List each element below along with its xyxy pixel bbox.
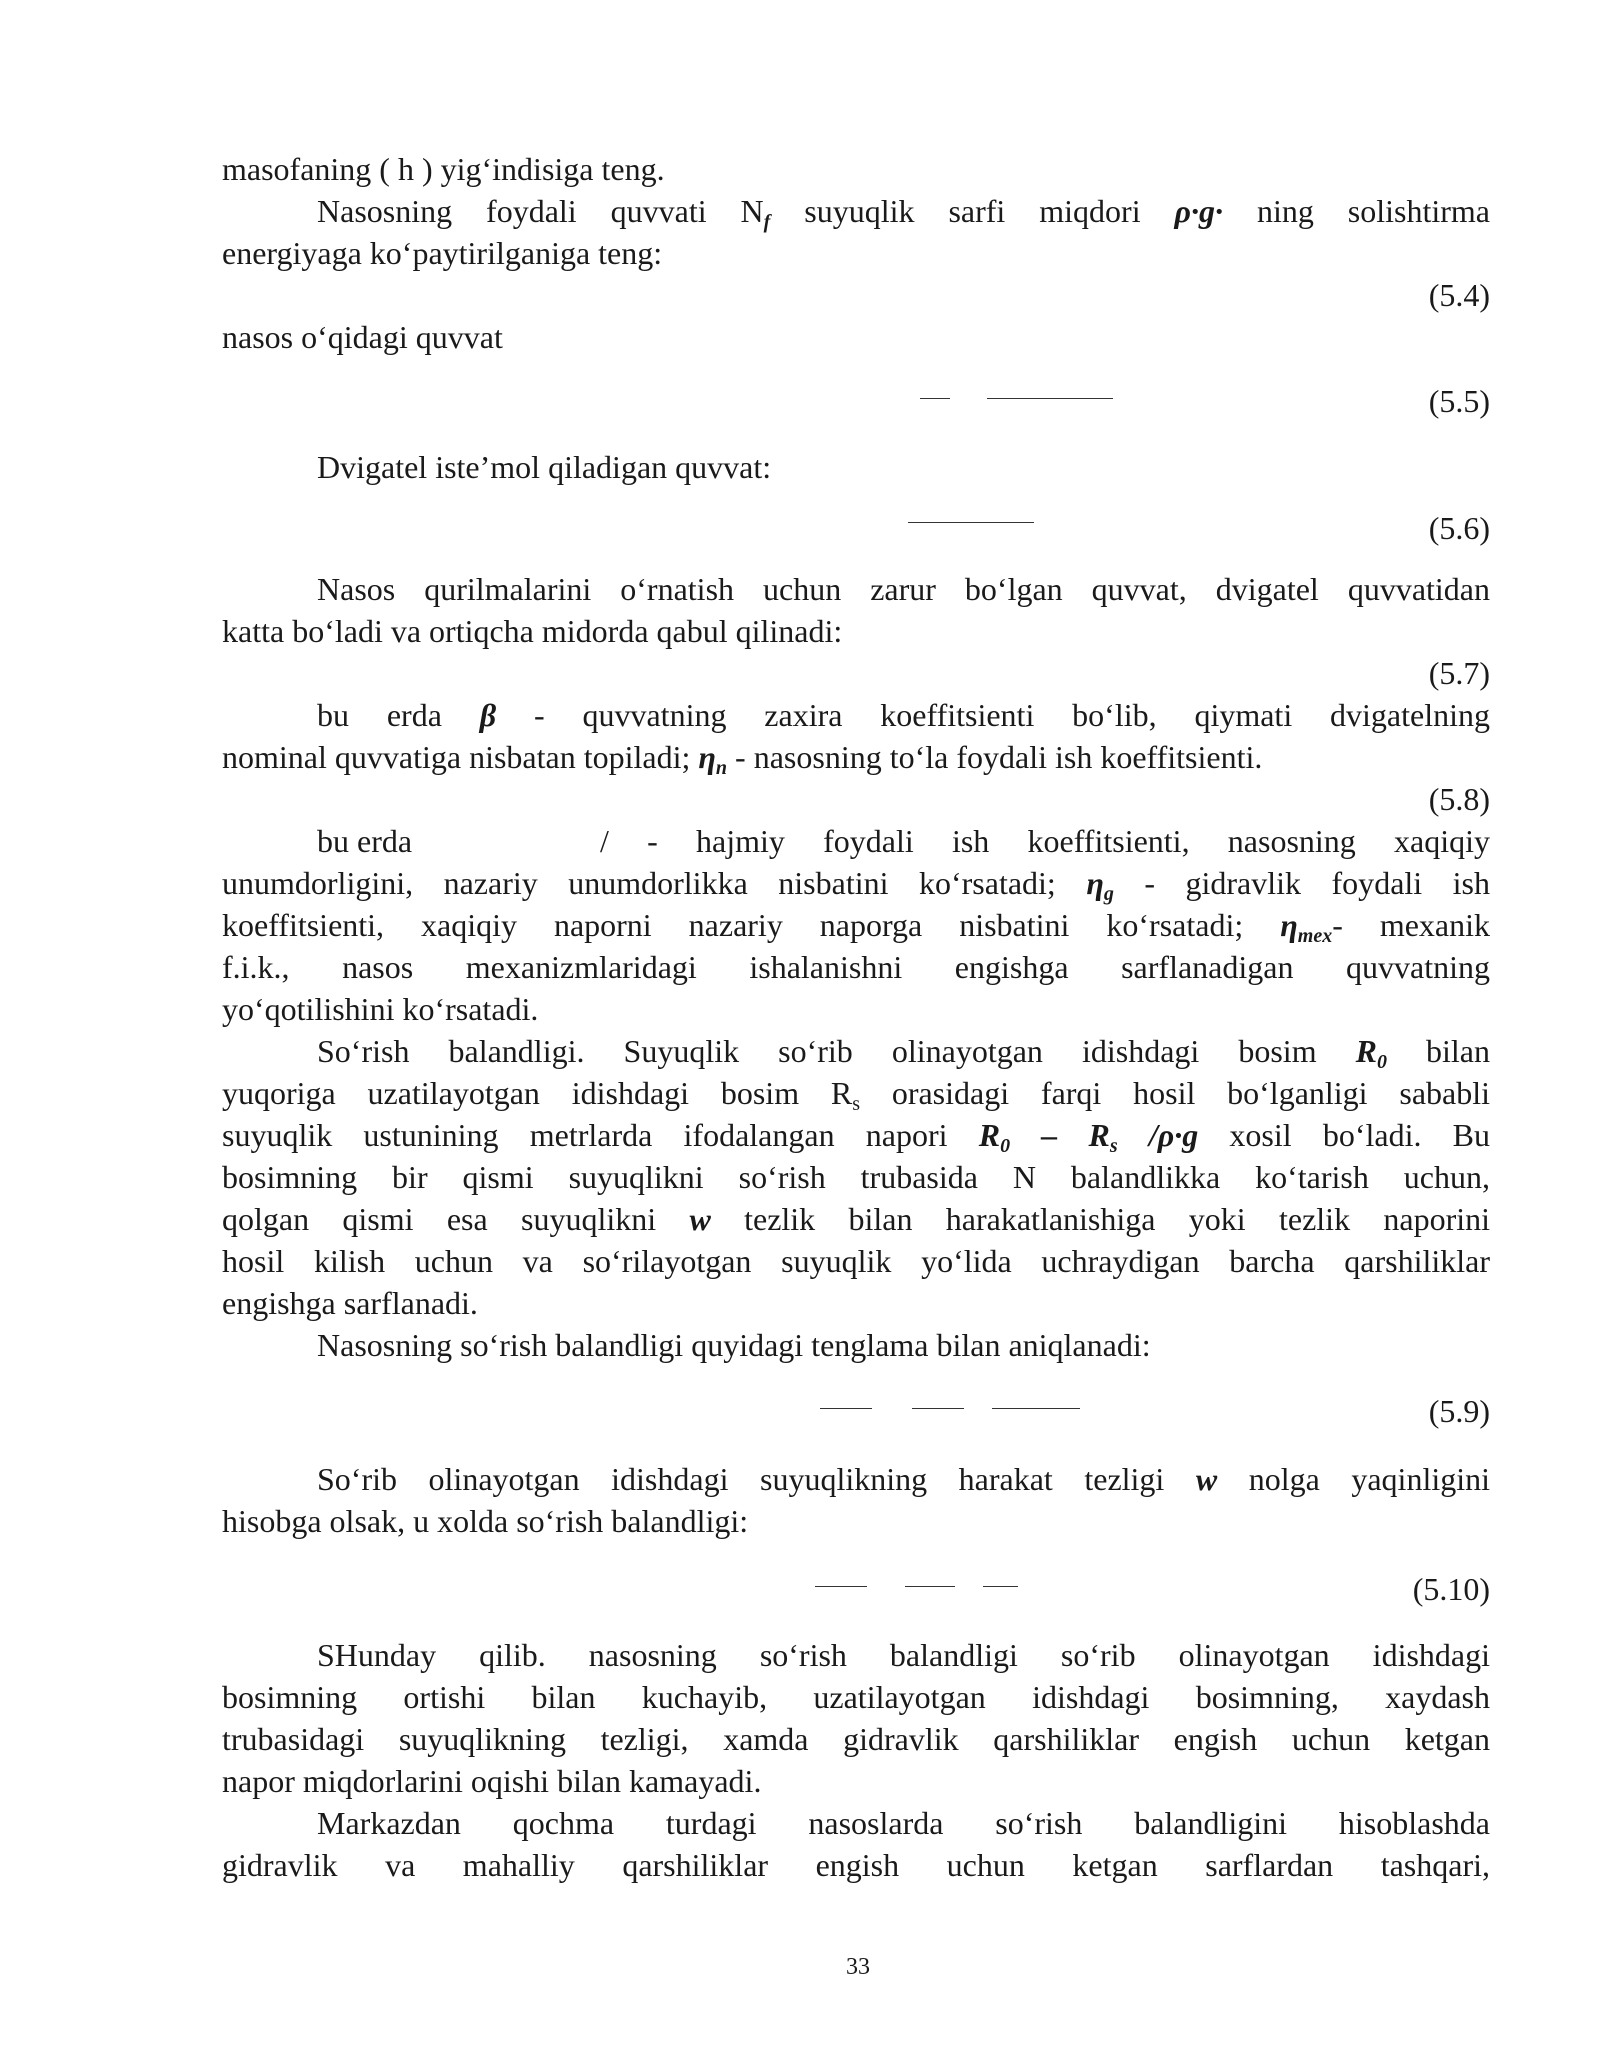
text-line: Nasos qurilmalarini o‘rnatish uchun zarur bo‘lgan quvvat, dvigatel quvvatidan	[317, 571, 1490, 607]
fraction-bar	[815, 1586, 867, 1587]
text-line: bu erda	[317, 823, 413, 859]
text-line: hosil kilish uchun va so‘rilayotgan suyuqlik yo‘lida uchraydigan barcha qarshiliklar	[222, 1243, 1490, 1279]
text-line: yo‘qotilishini ko‘rsatadi.	[222, 991, 539, 1027]
equation-number: (5.7)	[1428, 655, 1490, 691]
text-line: trubasidagi suyuqlikning tezligi, xamda gidravlik qarshiliklar engish uchun ketgan	[222, 1721, 1490, 1757]
equation-number: (5.6)	[1428, 510, 1490, 546]
text-line: bu erda β - quvvatning zaxira koeffitsienti bo‘lib, qiymati dvigatelning	[317, 697, 1491, 733]
fraction-bar	[820, 1408, 872, 1409]
equation-number: (5.4)	[1428, 277, 1490, 313]
text-line: So‘rish balandligi. Suyuqlik so‘rib olinayotgan idishdagi bosim $R_0$ bilan	[317, 1033, 1490, 1073]
text-line: napor miqdorlarini oqishi bilan kamayadi.	[222, 1763, 762, 1799]
text-line: Nasosning so‘rish balandligi quyidagi tenglama bilan aniqlanadi:	[317, 1327, 1151, 1363]
text-line: masofaning ( h ) yig‘indisiga teng.	[222, 151, 665, 187]
text-line: katta bo‘ladi va ortiqcha midorda qabul qilinadi:	[222, 613, 843, 649]
equation-number: (5.9)	[1428, 1393, 1490, 1429]
text-line: So‘rib olinayotgan idishdagi suyuqlikning harakat tezligi w nolga yaqinligini	[317, 1461, 1490, 1497]
text-line: Markazdan qochma turdagi nasoslarda so‘rish balandligini hisoblashda	[317, 1805, 1490, 1841]
text-line: koeffitsienti, xaqiqiy naporni nazariy naporga nisbatini ko‘rsatadi; $\eta_{mex}-$ mexanik	[222, 907, 1491, 947]
text-line: yuqoriga uzatilayotgan idishdagi bosim $R_s$ orasidagi farqi hosil bo‘lganligi sababli	[222, 1075, 1490, 1115]
text-line: Nasosning foydali quvvati $N_f$ suyuqlik sarfi miqdori ρ·g· ning solishtirma	[317, 193, 1491, 233]
text-line: nasos o‘qidagi quvvat	[222, 319, 503, 355]
text-line: hisobga olsak, u xolda so‘rish balandligi:	[222, 1503, 749, 1539]
text-line: Dvigatel iste’mol qiladigan quvvat:	[317, 449, 772, 485]
fraction-bar	[983, 1586, 1018, 1587]
fraction-bar	[920, 398, 950, 399]
equation-number: (5.8)	[1428, 781, 1490, 817]
text-line: bosimning ortishi bilan kuchayib, uzatilayotgan idishdagi bosimning, xaydash	[222, 1679, 1490, 1715]
fraction-bar	[992, 1408, 1080, 1409]
text-line: energiyaga ko‘paytirilganiga teng:	[222, 235, 663, 271]
text-line: engishga sarflanadi.	[222, 1285, 478, 1321]
text-line: unumdorligini, nazariy unumdorlikka nisbatini ko‘rsatadi; $\eta_g$ - gidravlik foydali ish	[222, 865, 1491, 905]
text-line: SHunday qilib. nasosning so‘rish balandligi so‘rib olinayotgan idishdagi	[317, 1637, 1490, 1673]
text-line: nominal quvvatiga nisbatan topiladi; $\eta_n$ - nasosning to‘la foydali ish koeffitsienti.	[222, 739, 1263, 779]
fraction-bar	[908, 522, 1034, 523]
page-number: 33	[846, 1954, 870, 1980]
fraction-bar	[905, 1586, 955, 1587]
text-line: bosimning bir qismi suyuqlikni so‘rish trubasida N balandlikka ko‘tarish uchun,	[222, 1159, 1490, 1195]
fraction-bar	[912, 1408, 964, 1409]
equation-number: (5.10)	[1412, 1571, 1490, 1607]
text-line: / - hajmiy foydali ish koeffitsienti, nasosning xaqiqiy	[600, 823, 1490, 859]
text-line: suyuqlik ustunining metrlarda ifodalangan napori $R_0 - R_s$ /ρ·g xosil bo‘ladi. Bu	[222, 1117, 1491, 1157]
text-line: gidravlik va mahalliy qarshiliklar engish uchun ketgan sarflardan tashqari,	[222, 1847, 1490, 1883]
text-line: f.i.k., nasos mexanizmlaridagi ishalanishni engishga sarflanadigan quvvatning	[222, 949, 1490, 985]
text-line: qolgan qismi esa suyuqlikni w tezlik bilan harakatlanishiga yoki tezlik naporini	[222, 1201, 1491, 1237]
fraction-bar	[987, 398, 1113, 399]
equation-number: (5.5)	[1428, 383, 1490, 419]
